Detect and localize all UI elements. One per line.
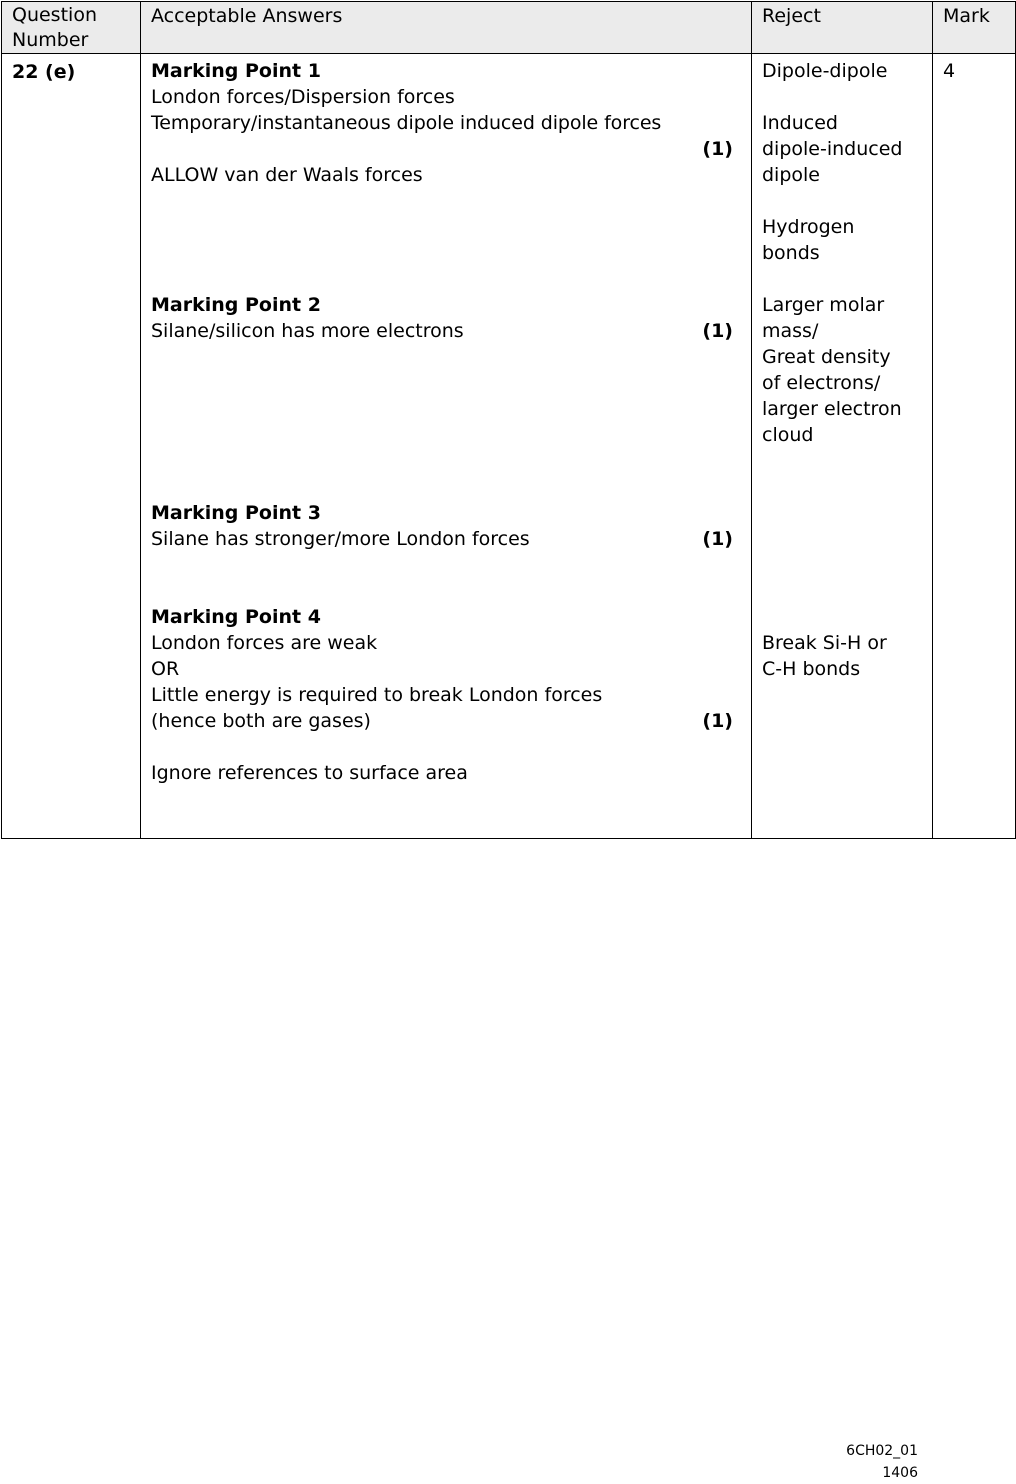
paper-code: 6CH02_01 xyxy=(846,1443,918,1459)
marking-point-1-points: (1) xyxy=(702,138,733,160)
marking-point-2-points: (1) xyxy=(702,320,733,342)
reject-molar-4: of electrons/ xyxy=(762,372,881,394)
marking-point-1-title: Marking Point 1 xyxy=(151,60,321,82)
marking-point-3-title: Marking Point 3 xyxy=(151,502,321,524)
marking-point-2-line1: Silane/silicon has more electrons xyxy=(151,320,464,342)
reject-break-2: C-H bonds xyxy=(762,658,861,680)
ignore-note: Ignore references to surface area xyxy=(151,762,468,784)
reject-molar-1: Larger molar xyxy=(762,294,885,316)
marking-point-4-line3: Little energy is required to break London forces xyxy=(151,684,603,706)
reject-induced-2: dipole-induced xyxy=(762,138,903,160)
header-question-number: Question Number xyxy=(2,2,141,54)
marking-point-4-line2: OR xyxy=(151,658,180,680)
header-acceptable-answers: Acceptable Answers xyxy=(141,2,752,54)
marking-point-3-points: (1) xyxy=(702,528,733,550)
mark-cell xyxy=(933,54,1016,839)
question-row xyxy=(2,54,1016,839)
reject-molar-2: mass/ xyxy=(762,320,819,342)
marking-point-4-points: (1) xyxy=(702,710,733,732)
marking-point-4-line4: (hence both are gases) xyxy=(151,710,371,732)
reject-hydrogen-2: bonds xyxy=(762,242,820,264)
mark-scheme-table xyxy=(1,1,1016,839)
question-number-cell xyxy=(2,54,141,839)
acceptable-answers-cell xyxy=(141,54,752,839)
reject-induced-3: dipole xyxy=(762,164,820,186)
marking-point-2-row xyxy=(151,318,741,344)
reject-molar-3: Great density xyxy=(762,346,891,368)
marking-point-4-row xyxy=(151,708,741,734)
marking-point-4-title: Marking Point 4 xyxy=(151,606,321,628)
session-code: 1406 xyxy=(882,1465,918,1481)
reject-dipole-dipole: Dipole-dipole xyxy=(762,60,888,82)
marking-point-1-allow: ALLOW van der Waals forces xyxy=(151,164,423,186)
header-reject: Reject xyxy=(752,2,933,54)
reject-break-1: Break Si-H or xyxy=(762,632,887,654)
mark-value: 4 xyxy=(943,60,956,82)
marking-point-1-line2: Temporary/instantaneous dipole induced dipole forces xyxy=(151,112,662,134)
header-row xyxy=(2,2,1016,54)
marking-point-1-line1: London forces/Dispersion forces xyxy=(151,86,455,108)
page-footer xyxy=(846,1440,918,1484)
header-mark: Mark xyxy=(933,2,1016,54)
question-number: 22 (e) xyxy=(12,61,76,83)
reject-cell xyxy=(752,54,933,839)
reject-hydrogen-1: Hydrogen xyxy=(762,216,855,238)
marking-point-3-row xyxy=(151,526,741,552)
marking-point-2-title: Marking Point 2 xyxy=(151,294,321,316)
marking-point-3-line1: Silane has stronger/more London forces xyxy=(151,528,530,550)
marking-point-4-line1: London forces are weak xyxy=(151,632,378,654)
reject-molar-5: larger electron xyxy=(762,398,902,420)
reject-induced-1: Induced xyxy=(762,112,838,134)
reject-molar-6: cloud xyxy=(762,424,814,446)
